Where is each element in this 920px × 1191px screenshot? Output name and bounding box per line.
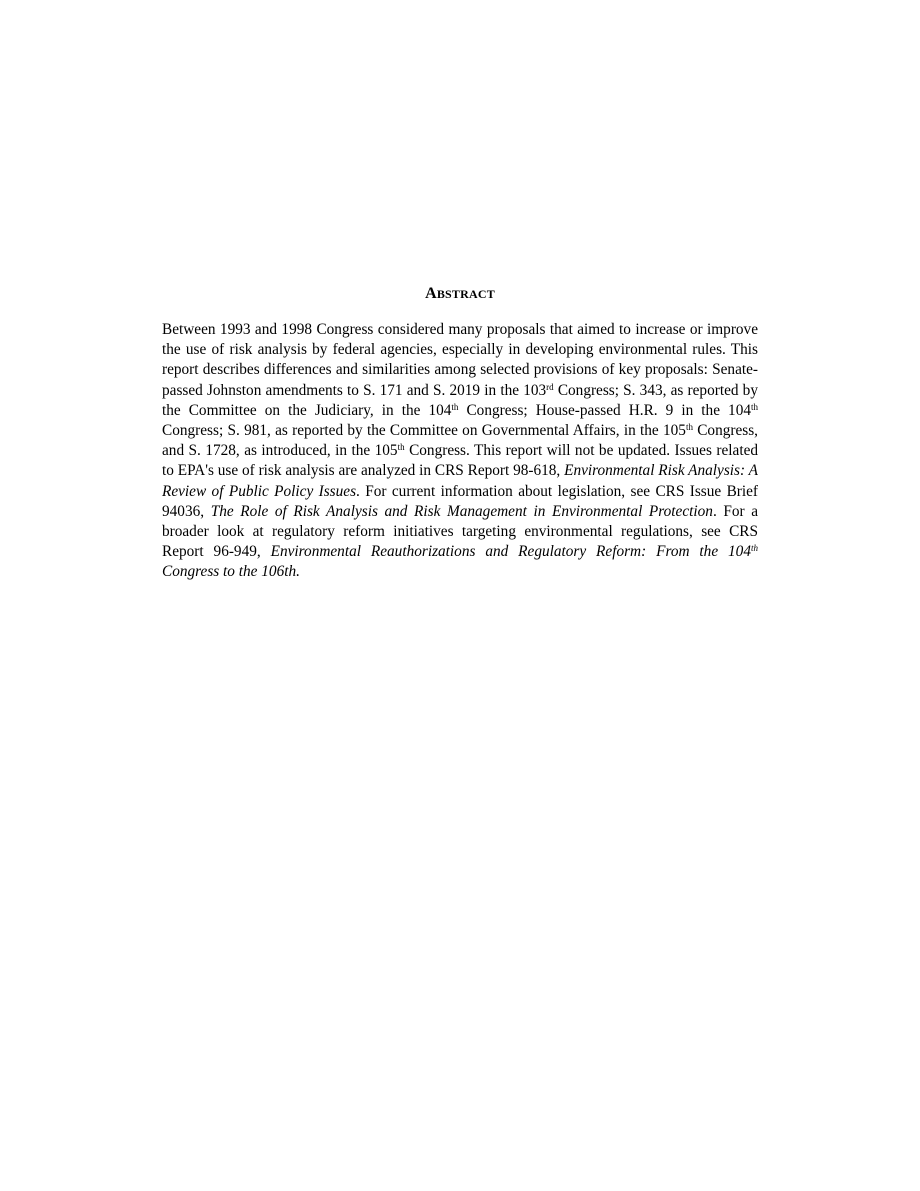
final-title-part-2: Congress to the 106th. xyxy=(162,563,300,581)
ordinal-superscript: rd xyxy=(546,381,554,392)
issue-brief-title-italic: The Role of Risk Analysis and Risk Management in Environmental Protection xyxy=(210,502,713,520)
ordinal-superscript: th xyxy=(397,442,405,453)
heading-initial: A xyxy=(425,285,437,302)
ordinal-superscript: th xyxy=(685,422,693,433)
abstract-paragraph xyxy=(162,320,758,583)
abstract-heading xyxy=(0,285,920,303)
ordinal-superscript: th xyxy=(751,401,759,412)
abstract-text-6: Congress. This report will not be updated. Issues related to EPA's use of risk analysis are analyzed in CRS Report 98-618, xyxy=(162,442,759,480)
abstract-text-7: . For current information about legislation, see CRS Issue Brief 94036, xyxy=(162,482,759,520)
ordinal-superscript: th xyxy=(750,543,758,554)
ordinal-superscript: th xyxy=(451,401,459,412)
abstract-text-4: Congress; S. 981, as reported by the Committee on Governmental Affairs, in the 105 xyxy=(162,422,686,440)
abstract-text-5: Congress, and S. 1728, as introduced, in the 105 xyxy=(162,422,758,460)
abstract-text-3: Congress; House-passed H.R. 9 in the 104 xyxy=(458,401,751,419)
final-title-part-1: Environmental Reauthorizations and Regulatory Reform: From the 104 xyxy=(270,543,751,561)
abstract-text-2: Congress; S. 343, as reported by the Committee on the Judiciary, in the 104 xyxy=(162,381,758,419)
abstract-text-1: Between 1993 and 1998 Congress considered many proposals that aimed to increase or improve the use of risk analysis by federal agencies, especially in developing environmental rules. This report describes differences and similarities among selected provisions of key proposals: Senate-passed Johnston amendments to S. 171 and S. 2019 in the 103 xyxy=(162,321,758,399)
report-title-italic: Environmental Risk Analysis: A Review of Public Policy Issues xyxy=(162,462,758,500)
abstract-text-8: . For a broader look at regulatory reform initiatives targeting environmental regulations, see CRS Report 96-949, xyxy=(162,502,759,561)
heading-rest: BSTRACT xyxy=(436,287,495,301)
